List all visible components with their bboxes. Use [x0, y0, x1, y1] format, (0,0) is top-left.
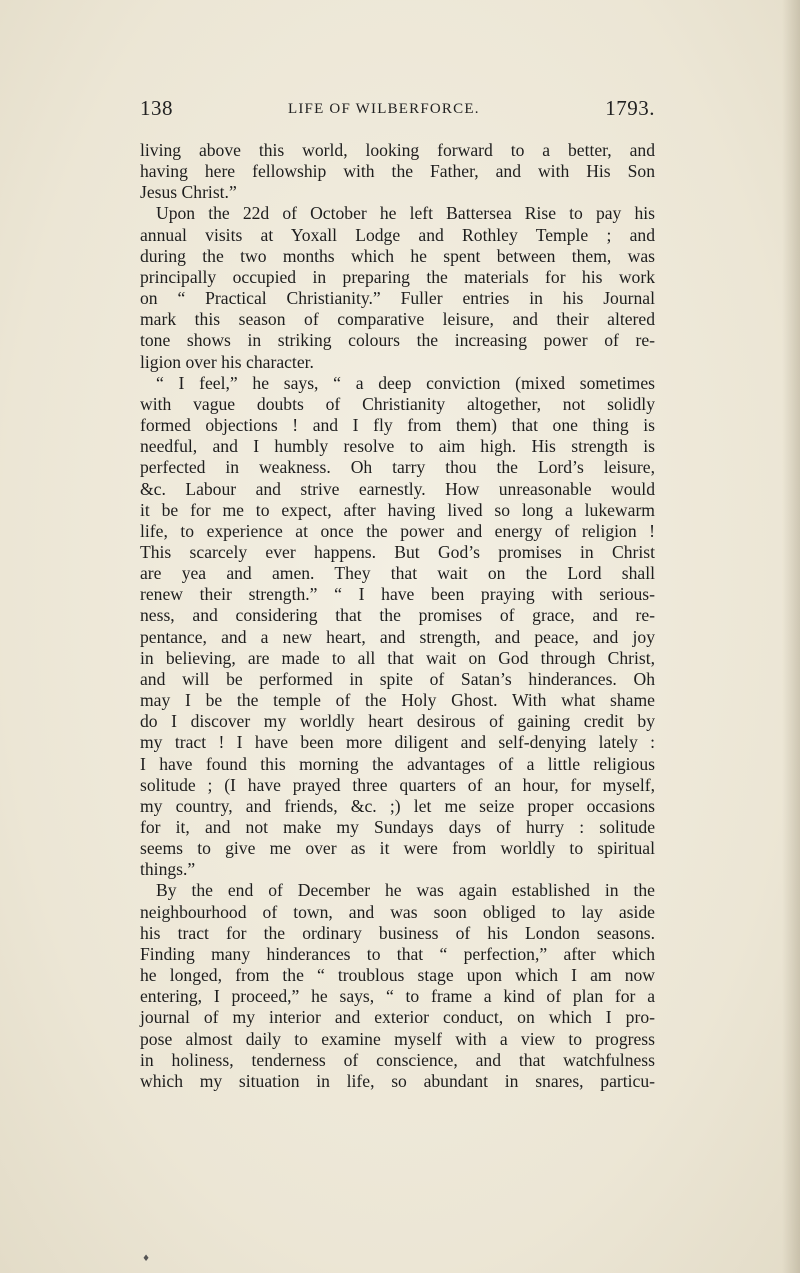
text-line: having here fellowship with the Father, and with His Son [140, 161, 655, 182]
header-year: 1793. [605, 96, 655, 120]
body-text [140, 140, 655, 1092]
text-line: may I be the temple of the Holy Ghost. With what shame [140, 690, 655, 711]
text-line: renew their strength.” “ I have been praying with serious- [140, 584, 655, 605]
text-line: formed objections ! and I fly from them) that one thing is [140, 415, 655, 436]
text-line: perfected in weakness. Oh tarry thou the Lord’s leisure, [140, 457, 655, 478]
text-line: which my situation in life, so abundant in snares, particu- [140, 1070, 655, 1091]
print-mark: ♦ [142, 1254, 151, 1264]
text-line: I have found this morning the advantages of a little religious [140, 753, 655, 774]
text-line: things.” [140, 859, 196, 880]
text-line: in holiness, tenderness of conscience, and that watchfulness [140, 1049, 655, 1070]
text-line: annual visits at Yoxall Lodge and Rothley Temple ; and [140, 224, 655, 245]
page-edge-shadow [782, 0, 800, 1273]
text-line: ness, and considering that the promises of grace, and re- [140, 605, 655, 626]
text-line: during the two months which he spent between them, was [140, 245, 655, 266]
text-line: it be for me to expect, after having lived so long a lukewarm [140, 499, 655, 520]
text-line: on “ Practical Christianity.” Fuller entries in his Journal [140, 288, 655, 309]
text-line: mark this season of comparative leisure, and their altered [140, 309, 655, 330]
page-header [140, 96, 655, 126]
text-line: Finding many hinderances to that “ perfection,” after which [140, 943, 655, 964]
text-line: neighbourhood of town, and was soon obliged to lay aside [140, 901, 655, 922]
text-line: &c. Labour and strive earnestly. How unreasonable would [140, 478, 655, 499]
text-line: tone shows in striking colours the increasing power of re- [140, 330, 655, 351]
text-line: he longed, from the “ troublous stage upon which I am now [140, 965, 655, 986]
text-line: principally occupied in preparing the materials for his work [140, 266, 655, 287]
text-line: for it, and not make my Sundays days of hurry : solitude [140, 817, 655, 837]
text-line: with vague doubts of Christianity altogether, not solidly [140, 393, 655, 414]
text-line: his tract for the ordinary business of his London seasons. [140, 922, 655, 943]
text-line: Jesus Christ.” [140, 182, 237, 203]
text-line: Upon the 22d of October he left Battersea Rise to pay his [156, 203, 655, 224]
text-line: entering, I proceed,” he says, “ to frame a kind of plan for a [140, 986, 655, 1007]
text-line: needful, and I humbly resolve to aim high. His strength is [140, 436, 655, 457]
text-line: do I discover my worldly heart desirous of gaining credit by [140, 711, 655, 732]
text-line: This scarcely ever happens. But God’s promises in Christ [140, 541, 655, 562]
text-line: ligion over his character. [140, 351, 314, 372]
text-line: journal of my interior and exterior conduct, on which I pro- [140, 1007, 655, 1028]
text-line: “ I feel,” he says, “ a deep conviction (mixed sometimes [156, 372, 655, 393]
text-line: in believing, are made to all that wait on God through Christ, [140, 647, 655, 668]
page-number: 138 [140, 96, 173, 120]
text-line: life, to experience at once the power and energy of religion ! [140, 520, 655, 541]
text-line: my tract ! I have been more diligent and self-denying lately : [140, 732, 655, 753]
text-line: my country, and friends, &c. ;) let me seize proper occasions [140, 795, 655, 816]
text-line: By the end of December he was again established in the [156, 880, 655, 901]
text-line: and will be performed in spite of Satan’s hinderances. Oh [140, 668, 655, 689]
text-line: are yea and amen. They that wait on the Lord shall [140, 563, 655, 584]
text-line: pose almost daily to examine myself with a view to progress [140, 1028, 655, 1049]
text-line: living above this world, looking forward to a better, and [140, 140, 655, 160]
text-line: seems to give me over as it were from worldly to spiritual [140, 838, 655, 859]
text-line: pentance, and a new heart, and strength, and peace, and joy [140, 626, 655, 647]
running-title: LIFE OF WILBERFORCE. [288, 101, 480, 117]
text-line: solitude ; (I have prayed three quarters of an hour, for myself, [140, 774, 655, 795]
